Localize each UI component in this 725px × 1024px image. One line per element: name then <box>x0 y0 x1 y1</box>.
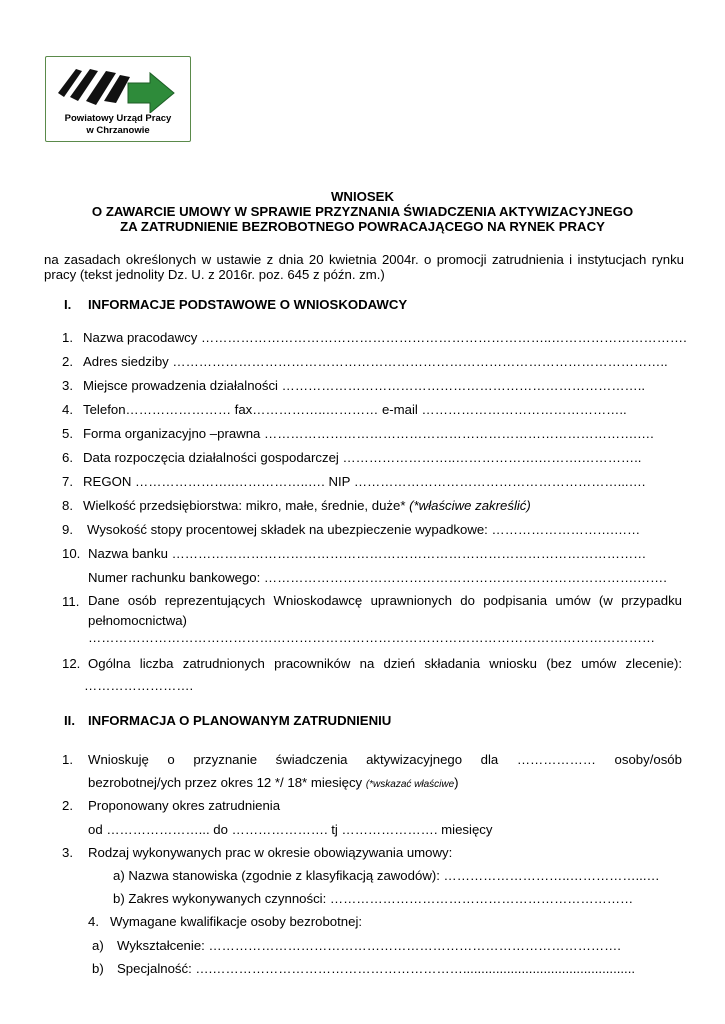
item-number: 6. <box>62 450 73 465</box>
word: aktywizacyjnego <box>366 752 463 767</box>
proposed-period-field[interactable]: od …………………... do …………………. tj …………………. miesięcy <box>88 822 493 837</box>
proposed-period-label: Proponowany okres zatrudnienia <box>88 798 281 813</box>
section1-number: I. <box>64 297 72 312</box>
persons-count-field[interactable]: ……………… <box>516 752 596 767</box>
item-number: 3. <box>62 845 73 860</box>
word: o <box>167 752 175 767</box>
item-number: 4. <box>88 914 99 929</box>
section1-title: INFORMACJE PODSTAWOWE O WNIOSKODAWCY <box>88 297 408 312</box>
item-number: 1. <box>62 752 73 767</box>
item-number: 11. <box>62 594 80 609</box>
regon-nip-field[interactable]: REGON …………………..……………..…. NIP ……………………………………………………...…. <box>83 474 646 489</box>
intro-text: na zasadach określonych w ustawie z dnia 20 kwietnia 2004r. o promocji zatrudnienia i instytucjach rynku pracy (tekst jednolity Dz. U. z 2016r. poz. 645 z późn. zm.) <box>44 252 684 282</box>
representatives-field[interactable]: ………………………………………………………………………………………………………………… <box>88 630 656 645</box>
item-number: 2. <box>62 798 73 813</box>
logo <box>45 56 191 142</box>
period-note: (*wskazać właściwe <box>365 779 455 790</box>
employer-name-field[interactable]: Nazwa pracodawcy ……………………………………………………………………..…………………………. <box>83 330 687 345</box>
duties-field[interactable]: b) Zakres wykonywanych czynności: …………………………………………………………… <box>113 891 634 906</box>
job-title-field[interactable]: a) Nazwa stanowiska (zgodnie z klasyfikacją zawodów): ………………………..……………...… <box>113 868 660 883</box>
bank-account-field[interactable]: Numer rachunku bankowego: ………………………………………………………………………….……. <box>88 570 667 585</box>
period-line <box>88 775 459 790</box>
heading-line1: WNIOSEK <box>330 189 394 204</box>
word: osoby/osób <box>614 752 682 767</box>
specialty-field[interactable]: Specjalność: ….…………………………………………………............................................... <box>117 961 636 976</box>
education-field[interactable]: Wykształcenie: …………………………………………………………………………………. <box>117 938 621 953</box>
company-size-label: Wielkość przedsiębiorstwa: mikro, małe, średnie, duże* <box>83 498 410 513</box>
item-number: 2. <box>62 354 73 369</box>
logo-line1: Powiatowy Urząd Pracy <box>64 113 172 124</box>
logo-graphic <box>46 57 190 113</box>
section2-title: INFORMACJA O PLANOWANYM ZATRUDNIENIU <box>88 713 392 728</box>
logo-line2: w Chrzanowie <box>86 125 150 136</box>
heading-line2: O ZAWARCIE UMOWY W SPRAWIE PRZYZNANIA ŚWIADCZENIA AKTYWIZACYJNEGO <box>91 204 634 219</box>
company-size-field[interactable] <box>83 498 531 513</box>
item-number: 12. <box>62 656 81 671</box>
item-number: 7. <box>62 474 73 489</box>
sub-label: a) <box>92 938 104 953</box>
item-number: 9. <box>62 522 73 537</box>
section2-number: II. <box>64 713 75 728</box>
company-size-note: (*właściwe zakreślić) <box>409 498 531 513</box>
start-date-field[interactable]: Data rozpoczęcia działalności gospodarczej ……………………..……………….……….………….. <box>83 450 642 465</box>
period-note-end: ) <box>454 775 459 790</box>
qualifications-label: Wymagane kwalifikacje osoby bezrobotnej: <box>110 914 363 929</box>
heading-line3: ZA ZATRUDNIENIE BEZROBOTNEGO POWRACAJĄCEGO NA RYNEK PRACY <box>120 219 605 234</box>
sub-label: b) <box>92 961 104 976</box>
bank-name-field[interactable]: Nazwa banku ……………………………………………………………………………………………… <box>88 546 647 561</box>
item-number: 3. <box>62 378 73 393</box>
period-text: bezrobotnej/ych przez okres 12 */ 18* miesięcy <box>88 775 366 790</box>
contact-fields[interactable]: Telefon…………………… fax……………..………… e-mail ……………………………………….. <box>83 402 627 417</box>
word: dla <box>480 752 499 767</box>
item-number: 5. <box>62 426 73 441</box>
item-number: 1. <box>62 330 73 345</box>
item-number: 4. <box>62 402 73 417</box>
address-field[interactable]: Adres siedziby ………………………………………………………………………………………………….. <box>83 354 668 369</box>
word: Wnioskuję <box>88 752 149 767</box>
accident-rate-field[interactable]: Wysokość stopy procentowej składek na ubezpieczenie wypadkowe: ……………………….…… <box>87 522 641 537</box>
legal-form-field[interactable]: Forma organizacyjno –prawna ………………………………………………………………………….…. <box>83 426 654 441</box>
employee-count-label: Ogólna liczba zatrudnionych pracowników na dzień składania wniosku (bez umów zlecenie): <box>88 656 682 671</box>
word: przyznanie <box>193 752 258 767</box>
business-location-field[interactable]: Miejsce prowadzenia działalności ……………………………………………………………………….. <box>83 378 646 393</box>
work-type-label: Rodzaj wykonywanych prac w okresie obowiązywania umowy: <box>88 845 453 860</box>
word: świadczenia <box>275 752 348 767</box>
representatives-label: Dane osób reprezentujących Wnioskodawcę uprawnionych do podpisania umów (w przypadku pełnomocnictwa) <box>88 593 682 628</box>
activation-request-line <box>88 752 682 767</box>
item-number: 8. <box>62 498 73 513</box>
item-number: 10. <box>62 546 81 561</box>
employee-count-field[interactable]: ……………………. <box>84 678 194 693</box>
